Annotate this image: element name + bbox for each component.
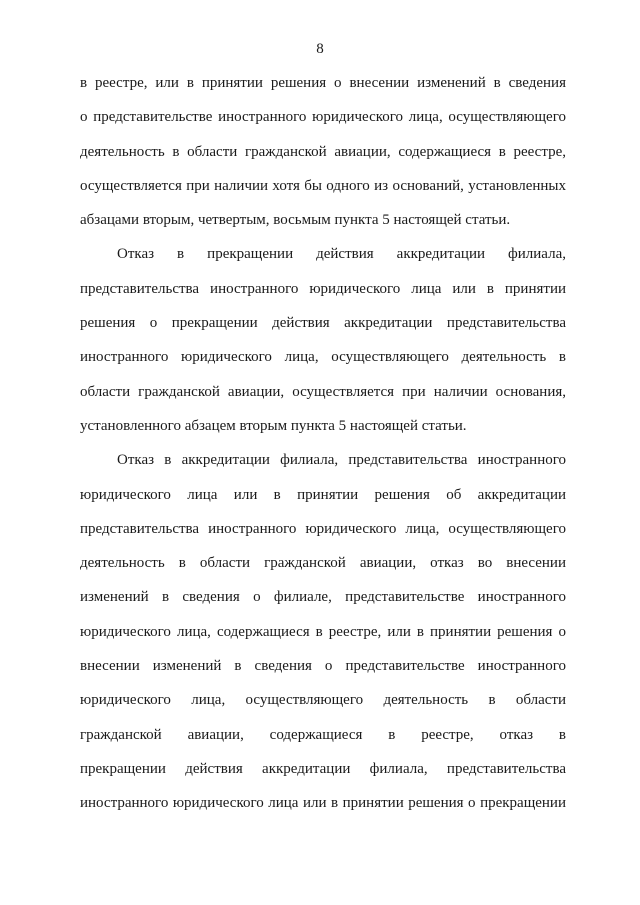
text-line: деятельность в области гражданской авиации, отказ во внесении — [80, 555, 566, 572]
text-line: Отказ в аккредитации филиала, представительства иностранного — [117, 452, 566, 469]
paragraph-3 — [80, 451, 566, 828]
text-line: изменений в сведения о филиале, представительстве иностранного — [80, 589, 566, 606]
text-line: внесении изменений в сведения о представительстве иностранного — [80, 658, 566, 675]
text-line: иностранного юридического лица, осуществляющего деятельность в — [80, 349, 566, 366]
text-line: абзацами вторым, четвертым, восьмым пункта 5 настоящей статьи. — [80, 212, 511, 229]
text-line: представительства иностранного юридического лица, осуществляющего — [80, 520, 566, 537]
paragraph-1 — [80, 74, 566, 245]
text-line: осуществляется при наличии хотя бы одного из оснований, установленных — [80, 177, 566, 194]
text-line: Отказ в прекращении действия аккредитации филиала, — [117, 246, 566, 263]
text-line: гражданской авиации, содержащиеся в реестре, отказ в — [80, 726, 566, 743]
document-body — [80, 74, 566, 829]
text-line: решения о прекращении действия аккредитации представительства — [80, 315, 566, 332]
page-number: 8 — [316, 41, 324, 57]
text-line: деятельность в области гражданской авиации, содержащиеся в реестре, — [80, 143, 566, 160]
text-line: юридического лица или в принятии решения об аккредитации — [80, 486, 566, 503]
text-line: прекращении действия аккредитации филиала, представительства — [80, 760, 566, 777]
text-line: о представительстве иностранного юридического лица, осуществляющего — [80, 109, 566, 126]
text-line: юридического лица, осуществляющего деятельность в области — [80, 692, 566, 709]
text-line: установленного абзацем вторым пункта 5 настоящей статьи. — [80, 417, 467, 434]
text-line: области гражданской авиации, осуществляется при наличии основания, — [80, 383, 566, 400]
text-line: иностранного юридического лица или в принятии решения о прекращении — [80, 795, 566, 812]
paragraph-2 — [80, 245, 566, 451]
text-line: в реестре, или в принятии решения о внесении изменений в сведения — [80, 75, 566, 91]
text-line: юридического лица, содержащиеся в реестре, или в принятии решения о — [80, 623, 566, 640]
text-line: представительства иностранного юридического лица или в принятии — [80, 280, 566, 297]
